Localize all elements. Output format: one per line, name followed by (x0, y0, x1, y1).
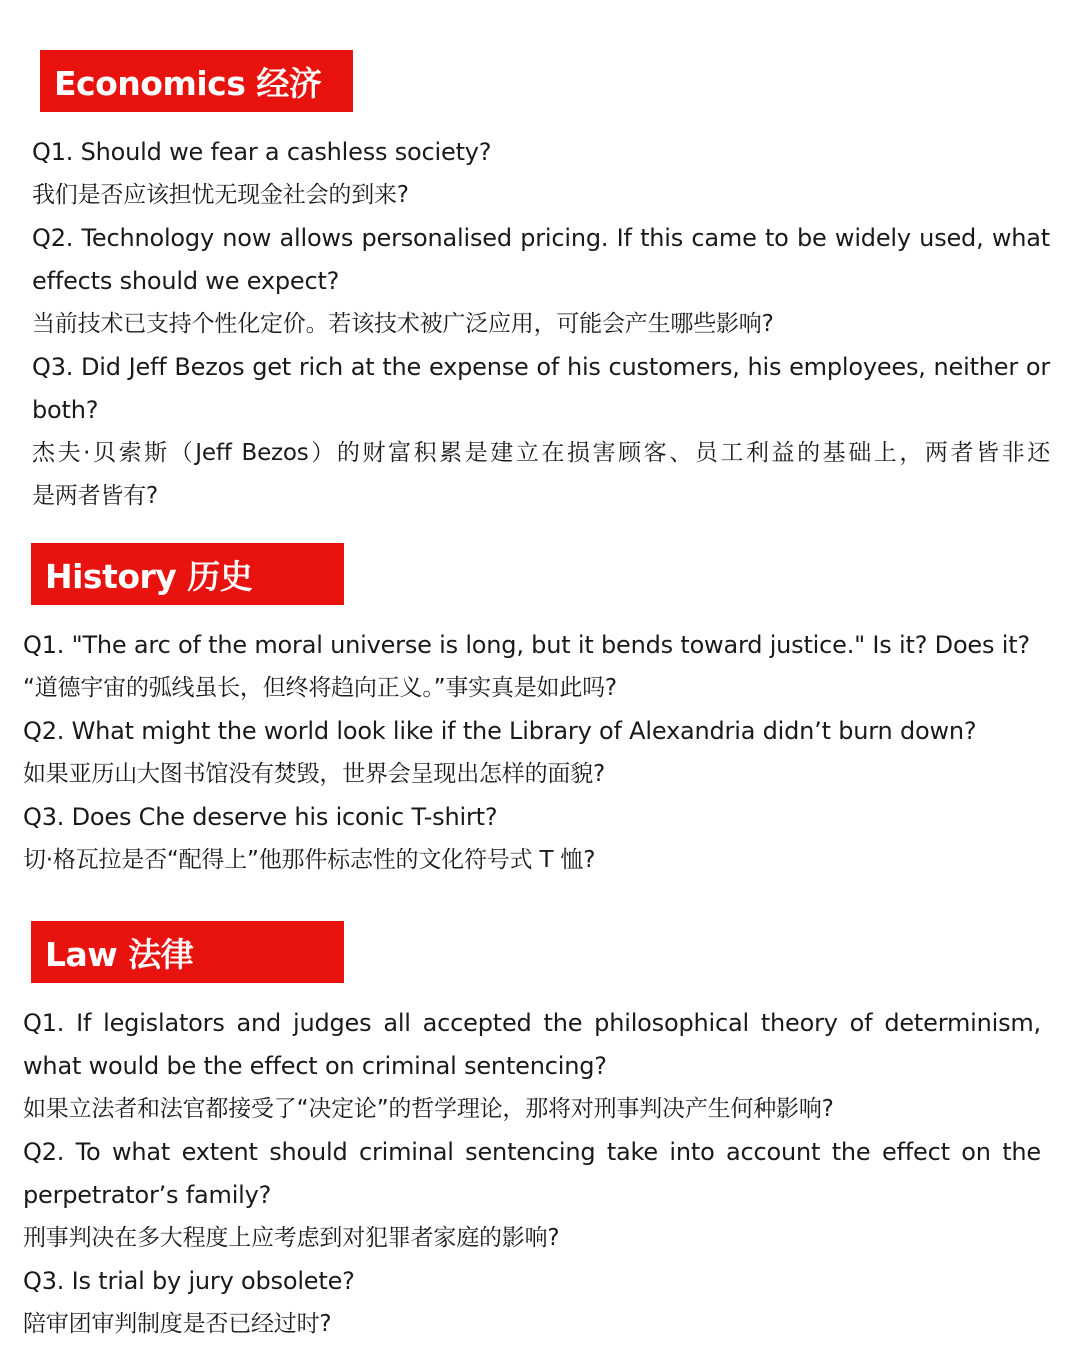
economics-q3-zh-line1: 杰夫·贝索斯（Jeff Bezos）的财富积累是建立在损害顾客、员工利益的基础上，两者皆非还 (32, 440, 1050, 466)
economics-header-text: Economics 经济 (54, 63, 322, 103)
history-q3: Q3. Does Che deserve his iconic T-shirt? (23, 803, 498, 831)
history-questions (23, 624, 1043, 882)
law-q1-line2: what would be the effect on criminal sentencing? (23, 1052, 607, 1080)
law-q1-line1: Q1. If legislators and judges all accepted the philosophical theory of determinism, (23, 1009, 1041, 1037)
economics-q2-line1: Q2. Technology now allows personalised pricing. If this came to be widely used, what (32, 224, 1050, 252)
economics-q2-zh: 当前技术已支持个性化定价。若该技术被广泛应用，可能会产生哪些影响? (32, 311, 774, 337)
economics-q3-zh-line2: 是两者皆有? (32, 483, 159, 509)
law-q2-zh: 刑事判决在多大程度上应考虑到对犯罪者家庭的影响? (23, 1225, 560, 1251)
history-q3-zh: 切·格瓦拉是否“配得上”他那件标志性的文化符号式 T 恤? (23, 847, 596, 873)
law-q2-line1: Q2. To what extent should criminal sentencing take into account the effect on the (23, 1138, 1041, 1166)
law-q3-zh: 陪审团审判制度是否已经过时? (23, 1311, 332, 1337)
history-header-text: History 历史 (45, 556, 253, 596)
economics-q3-line2: both? (32, 396, 99, 424)
history-q1: Q1. "The arc of the moral universe is long, but it bends toward justice." Is it? Does it? (23, 631, 1030, 659)
economics-header (40, 50, 353, 112)
law-questions (23, 1002, 1041, 1346)
law-q2-line2: perpetrator’s family? (23, 1181, 272, 1209)
economics-questions (32, 131, 1050, 518)
law-header-text: Law 法律 (45, 934, 194, 974)
law-q1-zh: 如果立法者和法官都接受了“决定论”的哲学理论，那将对刑事判决产生何种影响? (23, 1096, 834, 1122)
economics-q1: Q1. Should we fear a cashless society? (32, 138, 492, 166)
law-q3: Q3. Is trial by jury obsolete? (23, 1267, 355, 1295)
law-header (31, 921, 344, 983)
history-q2-zh: 如果亚历山大图书馆没有焚毁，世界会呈现出怎样的面貌? (23, 761, 606, 787)
economics-q3-line1: Q3. Did Jeff Bezos get rich at the expense of his customers, his employees, neither or (32, 353, 1050, 381)
economics-q2-line2: effects should we expect? (32, 267, 340, 295)
economics-q1-zh: 我们是否应该担忧无现金社会的到来? (32, 182, 409, 208)
history-q1-zh: “道德宇宙的弧线虽长，但终将趋向正义。”事实真是如此吗? (23, 675, 617, 701)
history-q2: Q2. What might the world look like if the Library of Alexandria didn’t burn down? (23, 717, 977, 745)
history-header (31, 543, 344, 605)
